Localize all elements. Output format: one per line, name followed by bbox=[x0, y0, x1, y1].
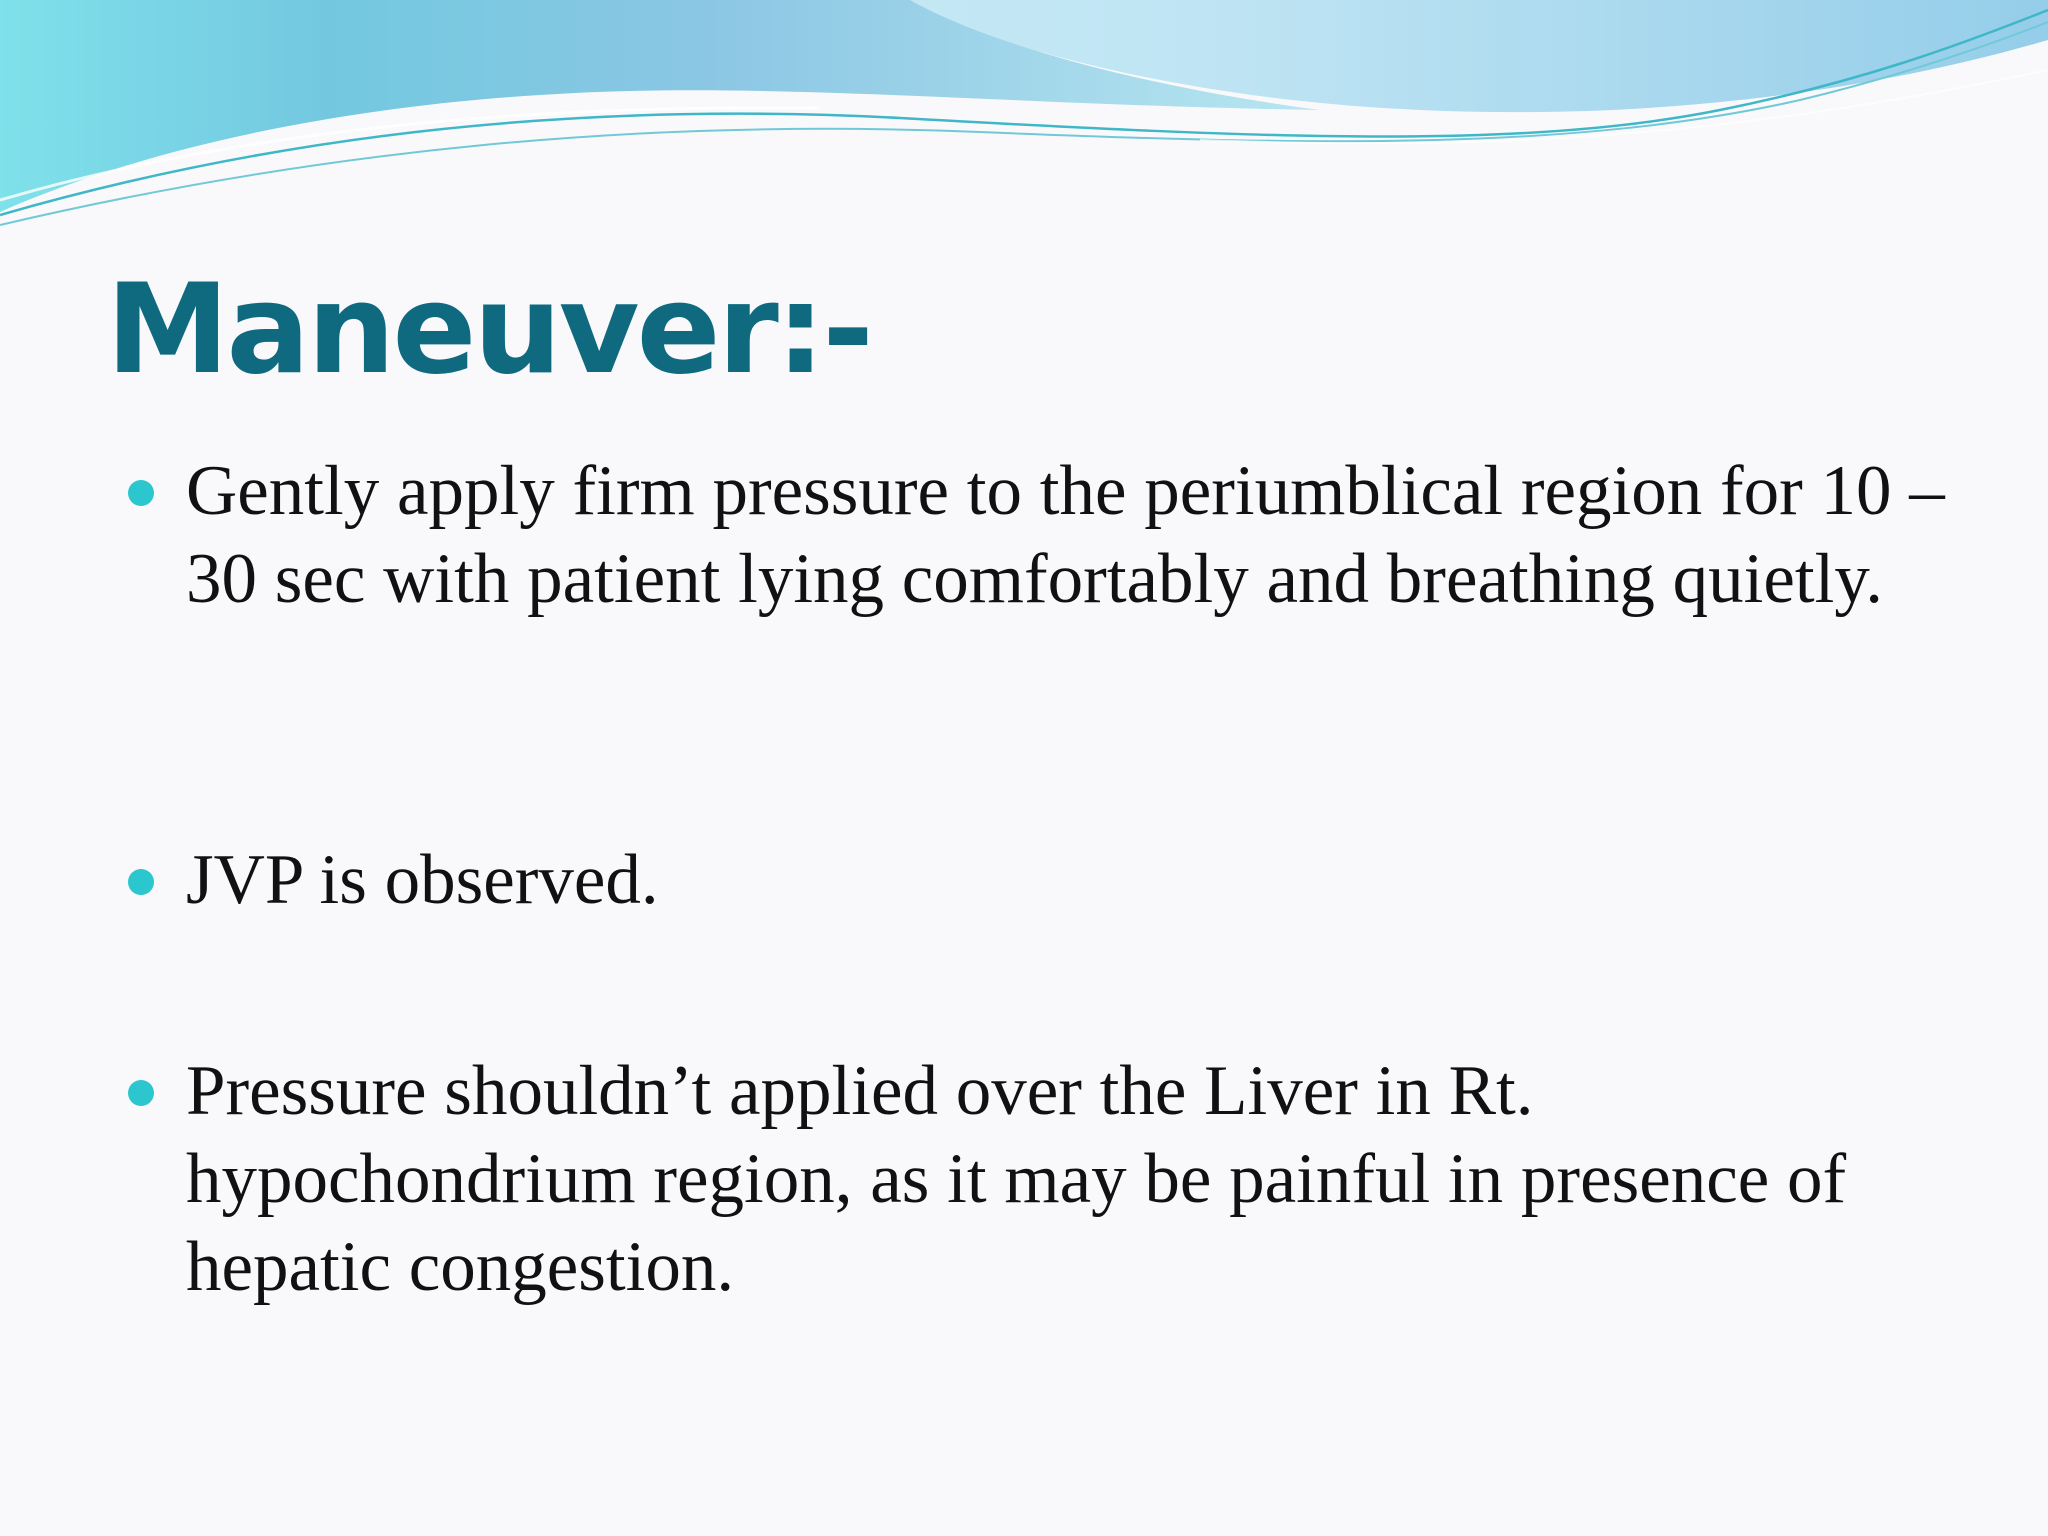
bullet-dot-icon bbox=[128, 869, 154, 895]
bullet-text: Gently apply firm pressure to the periumblical region for 10 – 30 sec with patient lying comfortably and breathing quietly. bbox=[186, 452, 1945, 618]
bullet-text: JVP is observed. bbox=[186, 841, 659, 919]
bullet-item bbox=[186, 447, 1966, 623]
bullet-dot-icon bbox=[128, 480, 154, 506]
bullet-dot-icon bbox=[128, 1080, 154, 1106]
bullet-item bbox=[186, 1047, 1966, 1311]
bullet-item bbox=[186, 836, 1966, 924]
slide-title: Maneuver:- bbox=[106, 258, 871, 402]
bullet-text: Pressure shouldn’t applied over the Liver in Rt. hypochondrium region, as it may be painful in presence of hepatic congestion. bbox=[186, 1052, 1847, 1306]
